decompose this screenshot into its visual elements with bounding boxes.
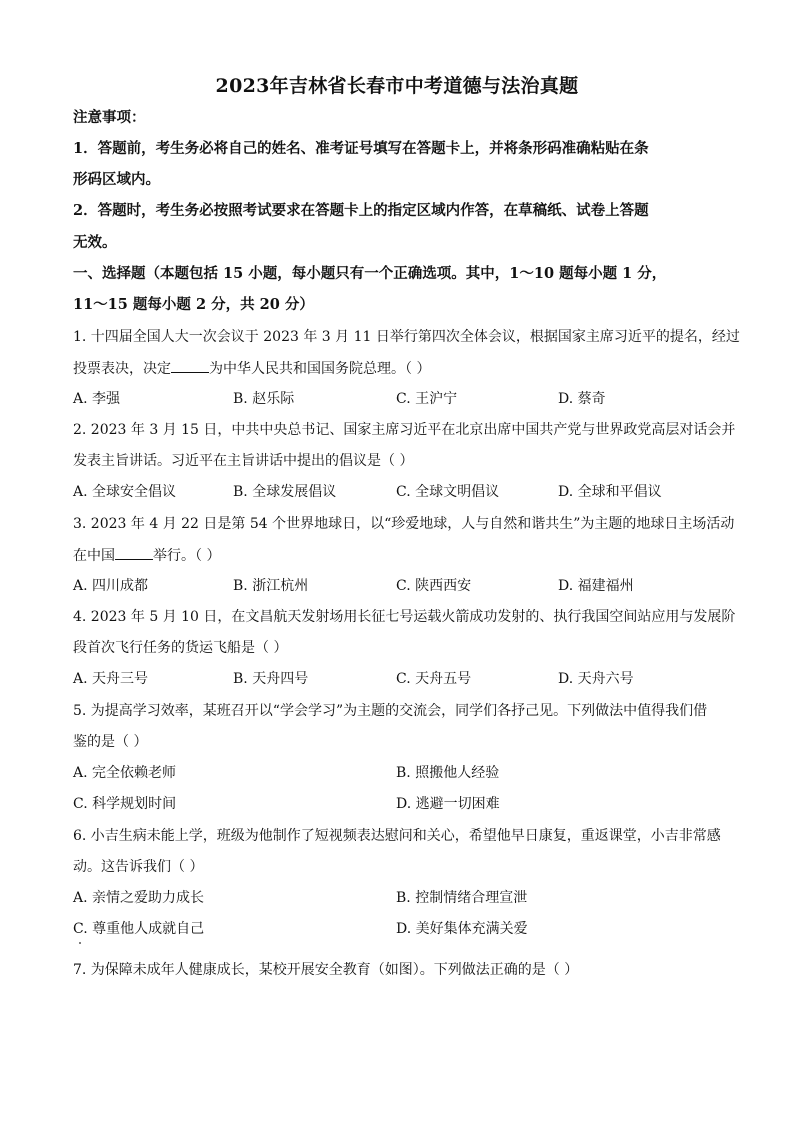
question-5-line-2: 鉴的是（ ） bbox=[73, 734, 148, 750]
question-1-option-a: A. 李强 bbox=[73, 391, 121, 407]
section-1-heading-line-1: 一、选择题（本题包括 15 小题，每小题只有一个正确选项。其中，1～10 题每小题 1 分， bbox=[73, 265, 667, 282]
question-1-option-b: B. 赵乐际 bbox=[233, 391, 295, 407]
question-1-line-1: 1. 十四届全国人大一次会议于 2023 年 3 月 11 日举行第四次全体会议，根据国家主席习近平的提名，经过 bbox=[73, 329, 740, 345]
question-6-option-d: D. 美好集体充满关爱 bbox=[396, 921, 528, 937]
question-1-option-d: D. 蔡奇 bbox=[558, 391, 606, 407]
question-2-line-2: 发表主旨讲话。习近平在主旨讲话中提出的倡议是（ ） bbox=[73, 453, 414, 469]
notice-item-2-line-2: 无效。 bbox=[73, 234, 117, 251]
question-5-option-a: A. 完全依赖老师 bbox=[73, 765, 177, 781]
question-3-option-a: A. 四川成都 bbox=[73, 578, 149, 594]
exam-title: 2023年吉林省长春市中考道德与法治真题 bbox=[215, 75, 579, 97]
question-3-option-d: D. 福建福州 bbox=[558, 578, 634, 594]
stray-dot-mark bbox=[79, 942, 81, 944]
question-1-text-before-blank: 投票表决，决定 bbox=[73, 361, 171, 377]
question-5-option-b: B. 照搬他人经验 bbox=[396, 765, 500, 781]
question-3-option-b: B. 浙江杭州 bbox=[233, 578, 309, 594]
question-7-line-1: 7. 为保障未成年人健康成长，某校开展安全教育（如图）。下列做法正确的是（ ） bbox=[73, 962, 579, 978]
question-4-line-2: 段首次飞行任务的货运飞船是（ ） bbox=[73, 640, 288, 656]
question-4-option-b: B. 天舟四号 bbox=[233, 671, 309, 687]
question-4-option-c: C. 天舟五号 bbox=[396, 671, 472, 687]
notice-item-1-line-1: 1．答题前，考生务必将自己的姓名、准考证号填写在答题卡上，并将条形码准确粘贴在条 bbox=[73, 140, 649, 157]
notice-heading: 注意事项： bbox=[73, 109, 146, 126]
question-5-option-c: C. 科学规划时间 bbox=[73, 796, 177, 812]
question-4-option-d: D. 天舟六号 bbox=[558, 671, 634, 687]
question-2-option-d: D. 全球和平倡议 bbox=[558, 484, 662, 500]
question-5-line-1: 5. 为提高学习效率，某班召开以“学会学习”为主题的交流会，同学们各抒己见。下列做法中值得我们借 bbox=[73, 703, 708, 719]
notice-item-2-line-1: 2．答题时，考生务必按照考试要求在答题卡上的指定区域内作答，在草稿纸、试卷上答题 bbox=[73, 202, 649, 219]
question-2-option-b: B. 全球发展倡议 bbox=[233, 484, 337, 500]
answer-blank bbox=[171, 358, 209, 373]
answer-blank bbox=[115, 545, 153, 560]
section-1-heading-line-2: 11～15 题每小题 2 分，共 20 分） bbox=[73, 296, 314, 313]
notice-item-1-line-2: 形码区域内。 bbox=[73, 171, 160, 188]
question-5-option-d: D. 逃避一切困难 bbox=[396, 796, 500, 812]
question-3-line-2 bbox=[73, 545, 723, 566]
question-3-text-before-blank: 在中国 bbox=[73, 548, 115, 564]
question-6-option-a: A. 亲情之爱助力成长 bbox=[73, 890, 205, 906]
question-3-text-after-blank: 举行。（ ） bbox=[153, 548, 221, 564]
question-4-option-a: A. 天舟三号 bbox=[73, 671, 149, 687]
question-6-option-b: B. 控制情绪合理宣泄 bbox=[396, 890, 528, 906]
question-2-option-a: A. 全球安全倡议 bbox=[73, 484, 177, 500]
question-4-line-1: 4. 2023 年 5 月 10 日，在文昌航天发射场用长征七号运载火箭成功发射的、执行我国空间站应用与发展阶 bbox=[73, 609, 736, 625]
question-1-line-2 bbox=[73, 358, 723, 379]
question-2-line-1: 2. 2023 年 3 月 15 日，中共中央总书记、国家主席习近平在北京出席中国共产党与世界政党高层对话会并 bbox=[73, 422, 736, 438]
question-1-option-c: C. 王沪宁 bbox=[396, 391, 458, 407]
question-3-line-1: 3. 2023 年 4 月 22 日是第 54 个世界地球日，以“珍爱地球，人与自然和谐共生”为主题的地球日主场活动 bbox=[73, 516, 735, 532]
question-6-line-2: 动。这告诉我们（ ） bbox=[73, 859, 204, 875]
question-1-text-after-blank: 为中华人民共和国国务院总理。（ ） bbox=[209, 361, 431, 377]
question-2-option-c: C. 全球文明倡议 bbox=[396, 484, 500, 500]
question-6-option-c: C. 尊重他人成就自己 bbox=[73, 921, 205, 937]
question-3-option-c: C. 陕西西安 bbox=[396, 578, 472, 594]
question-6-line-1: 6. 小吉生病未能上学，班级为他制作了短视频表达慰问和关心，希望他早日康复，重返课堂，小吉非常感 bbox=[73, 828, 721, 844]
